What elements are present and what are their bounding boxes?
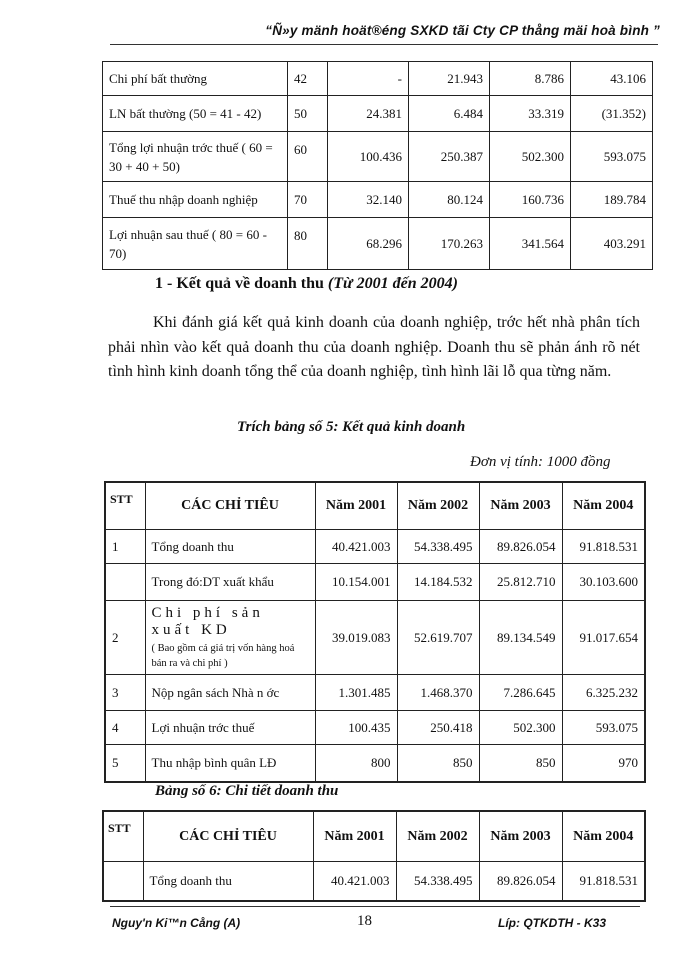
cell-value: 32.140 — [328, 182, 409, 218]
cell-value: 52.619.707 — [397, 601, 479, 675]
cell-value: 800 — [315, 745, 397, 782]
cell-value: 39.019.083 — [315, 601, 397, 675]
header-stt: STT — [105, 482, 145, 530]
table-row — [105, 745, 645, 782]
row-stt: 1 — [105, 530, 145, 564]
cell-value: 250.387 — [409, 132, 490, 182]
table-row — [103, 132, 653, 182]
row-label-note: ( Bao gồm cả giá trị vốn hàng hoá bán ra và chi phí ) — [151, 642, 295, 669]
row-code: 70 — [288, 182, 328, 218]
row-stt: 5 — [105, 745, 145, 782]
cell-value: 7.286.645 — [479, 675, 562, 711]
body-paragraph — [108, 311, 640, 385]
row-label: Nộp ngân sách Nhà n ớc — [145, 675, 315, 711]
continuation-table — [102, 61, 653, 270]
cell-value: 850 — [479, 745, 562, 782]
header-stt: STT — [103, 811, 143, 862]
cell-value: 91.818.531 — [562, 530, 645, 564]
cell-value: 1.468.370 — [397, 675, 479, 711]
cell-value: 89.134.549 — [479, 601, 562, 675]
row-stt: 3 — [105, 675, 145, 711]
row-label: Tổng doanh thu — [143, 862, 313, 902]
table5-caption: Trích bảng số 5: Kết quả kinh doanh — [237, 419, 466, 435]
cell-value: 89.826.054 — [479, 530, 562, 564]
header-label: CÁC CHỈ TIÊU — [145, 482, 315, 530]
cell-value: 54.338.495 — [397, 530, 479, 564]
header-year: Năm 2003 — [479, 811, 562, 862]
row-label: Lợi nhuận trớc thuế — [145, 711, 315, 745]
table-row — [105, 675, 645, 711]
cell-value: 21.943 — [409, 62, 490, 96]
header-year: Năm 2001 — [313, 811, 396, 862]
cell-value: 10.154.001 — [315, 564, 397, 601]
header-year: Năm 2004 — [562, 482, 645, 530]
row-code: 80 — [288, 218, 328, 270]
header-year: Năm 2004 — [562, 811, 645, 862]
table-row — [103, 862, 645, 902]
footer-divider — [110, 906, 640, 907]
cell-value: 170.263 — [409, 218, 490, 270]
running-header: “Ñ»y mänh hoät®éng SXKD tãi Cty CP thång mäi hoà bình ” — [265, 23, 660, 38]
cell-value: 189.784 — [571, 182, 653, 218]
cell-value: 54.338.495 — [396, 862, 479, 902]
table-row — [103, 218, 653, 270]
cell-value: 24.381 — [328, 96, 409, 132]
row-label — [145, 601, 315, 675]
row-label: Trong đó:DT xuất khẩu — [145, 564, 315, 601]
cell-value: 30.103.600 — [562, 564, 645, 601]
row-code: 60 — [288, 132, 328, 182]
table-row — [103, 182, 653, 218]
header-year: Năm 2002 — [397, 482, 479, 530]
table-row — [103, 62, 653, 96]
row-label: Thu nhập bình quân LĐ — [145, 745, 315, 782]
cell-value: 33.319 — [490, 96, 571, 132]
table-row — [105, 530, 645, 564]
row-stt: 2 — [105, 601, 145, 675]
row-stt — [105, 564, 145, 601]
cell-value: 25.812.710 — [479, 564, 562, 601]
cell-value: 8.786 — [490, 62, 571, 96]
section-heading — [155, 275, 458, 293]
cell-value: - — [328, 62, 409, 96]
cell-value: 6.484 — [409, 96, 490, 132]
row-stt: 4 — [105, 711, 145, 745]
row-label: Lợi nhuận sau thuế ( 80 = 60 - 70) — [103, 218, 288, 270]
page-number: 18 — [357, 913, 372, 929]
section-heading-range: (Từ 2001 đến 2004) — [327, 275, 458, 292]
header-divider — [110, 44, 658, 45]
table-row — [103, 96, 653, 132]
header-year: Năm 2001 — [315, 482, 397, 530]
cell-value: 1.301.485 — [315, 675, 397, 711]
row-stt — [103, 862, 143, 902]
table-row — [105, 601, 645, 675]
cell-value: 40.421.003 — [313, 862, 396, 902]
section-heading-text: 1 - Kết quả về doanh thu — [155, 275, 324, 292]
table-header-row — [103, 811, 645, 862]
header-label: CÁC CHỈ TIÊU — [143, 811, 313, 862]
cell-value: 14.184.532 — [397, 564, 479, 601]
cell-value: 593.075 — [571, 132, 653, 182]
cell-value: 91.017.654 — [562, 601, 645, 675]
cell-value: (31.352) — [571, 96, 653, 132]
row-label: Tổng lợi nhuận trớc thuế ( 60 = 30 + 40 + 50) — [103, 132, 288, 182]
row-label: Tổng doanh thu — [145, 530, 315, 564]
table6-revenue-detail — [102, 810, 646, 902]
cell-value: 89.826.054 — [479, 862, 562, 902]
cell-value: 160.736 — [490, 182, 571, 218]
row-label: Thuế thu nhập doanh nghiệp — [103, 182, 288, 218]
cell-value: 68.296 — [328, 218, 409, 270]
cell-value: 970 — [562, 745, 645, 782]
table6-caption: Bảng số 6: Chi tiết doanh thu — [155, 783, 339, 799]
body-paragraph-text: Khi đánh giá kết quả kinh doanh của doanh nghiệp, trớc hết nhà phân tích phải nhìn vào kết quả doanh thu của doanh nghiệp. Doanh thu sẽ phản ánh rõ nét tình hình kinh doanh tổng thể của doanh nghiệp, tình hình lãi lỗ qua từng năm. — [108, 314, 640, 380]
cell-value: 502.300 — [490, 132, 571, 182]
cell-value: 43.106 — [571, 62, 653, 96]
row-label: LN bất thường (50 = 41 - 42) — [103, 96, 288, 132]
cell-value: 80.124 — [409, 182, 490, 218]
table5-business-results — [104, 481, 646, 783]
footer-author: Nguy'n Ki™n Cång (A) — [112, 916, 241, 930]
cell-value: 100.435 — [315, 711, 397, 745]
table-header-row — [105, 482, 645, 530]
cell-value: 250.418 — [397, 711, 479, 745]
cell-value: 403.291 — [571, 218, 653, 270]
table-row — [105, 711, 645, 745]
cell-value: 502.300 — [479, 711, 562, 745]
cell-value: 850 — [397, 745, 479, 782]
row-label: Chi phí bất thường — [103, 62, 288, 96]
cell-value: 40.421.003 — [315, 530, 397, 564]
cell-value: 6.325.232 — [562, 675, 645, 711]
table-row — [105, 564, 645, 601]
row-label-text: Chi phí sản xuất KD — [151, 604, 264, 638]
header-year: Năm 2003 — [479, 482, 562, 530]
table5-unit: Đơn vị tính: 1000 đồng — [470, 454, 611, 470]
footer-class: Líp: QTKDTH - K33 — [498, 916, 606, 930]
cell-value: 593.075 — [562, 711, 645, 745]
row-code: 50 — [288, 96, 328, 132]
cell-value: 341.564 — [490, 218, 571, 270]
header-year: Năm 2002 — [396, 811, 479, 862]
cell-value: 91.818.531 — [562, 862, 645, 902]
row-code: 42 — [288, 62, 328, 96]
cell-value: 100.436 — [328, 132, 409, 182]
